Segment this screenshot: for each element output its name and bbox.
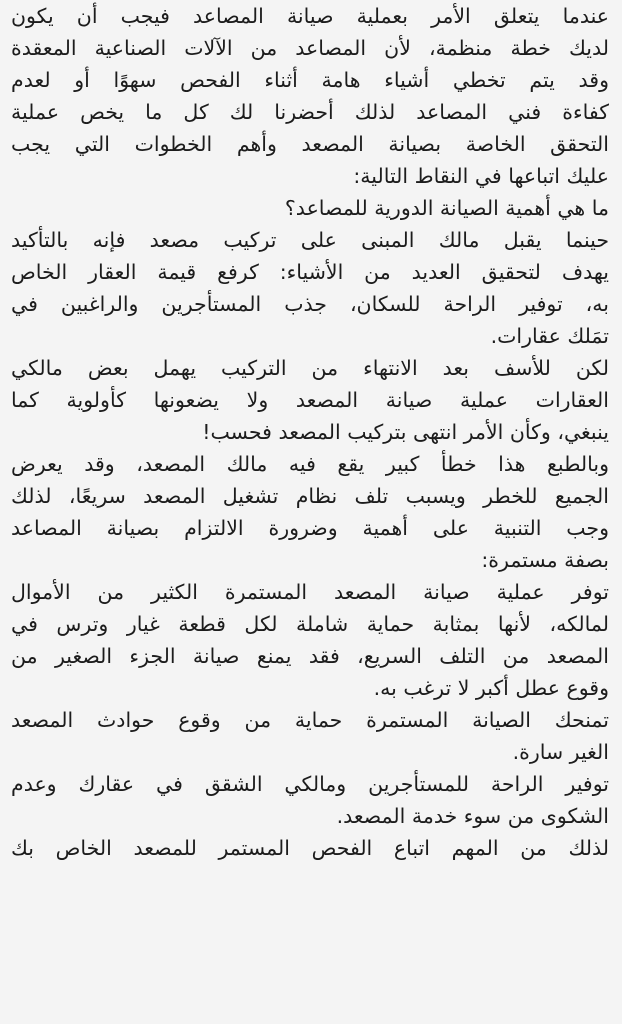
text-line: وبالطبع هذا خطأ كبير يقع فيه مالك المصعد، وقد يعرض xyxy=(11,452,609,476)
text-line: به، توفير الراحة للسكان، جذب المستأجرين والراغبين في xyxy=(11,292,609,316)
text-line: الجميع للخطر ويسبب تلف نظام تشغيل المصعد سريعًا، لذلك xyxy=(11,484,609,508)
text-line: الغير سارة. xyxy=(512,740,609,764)
text-line: وجب التنبية على أهمية وضرورة الالتزام بصيانة المصاعد xyxy=(11,516,609,540)
text-line: توفير الراحة للمستأجرين ومالكي الشقق في عقارك وعدم xyxy=(11,772,609,796)
text-line: كفاءة فني المصاعد لذلك أحضرنا لك كل ما يخص عملية xyxy=(11,100,609,124)
text-line: بصفة مستمرة: xyxy=(481,548,609,572)
text-line: تمنحك الصيانة المستمرة حماية من وقوع حوادث المصعد xyxy=(11,708,609,732)
text-line: حينما يقبل مالك المبنى على تركيب مصعد فإنه بالتأكيد xyxy=(11,228,609,252)
text-line: عليك اتباعها في النقاط التالية: xyxy=(353,164,609,188)
text-line: الشكوى من سوء خدمة المصعد. xyxy=(336,804,609,828)
text-line: وقوع عطل أكبر لا ترغب به. xyxy=(373,676,609,700)
text-line: لمالكه، لأنها بمثابة حماية شاملة لكل قطعة غيار وترس في xyxy=(11,612,609,636)
text-line: توفر عملية صيانة المصعد المستمرة الكثير من الأموال xyxy=(11,580,609,604)
text-line: المصعد من التلف السريع، فقد يمنع صيانة الجزء الصغير من xyxy=(11,644,609,668)
text-line: لذلك من المهم اتباع الفحص المستمر للمصعد الخاص بك xyxy=(11,836,609,860)
text-line: العقارات عملية صيانة المصعد ولا يضعونها كأولوية كما xyxy=(11,388,609,412)
text-line: عندما يتعلق الأمر بعملية صيانة المصاعد فيجب أن يكون xyxy=(11,4,609,28)
text-line: يهدف لتحقيق العديد من الأشياء: كرفع قيمة العقار الخاص xyxy=(11,260,609,284)
text-line: وقد يتم تخطي أشياء هامة أثناء الفحص سهوًا أو لعدم xyxy=(11,68,609,92)
section-heading: ما هي أهمية الصيانة الدورية للمصاعد؟ xyxy=(284,196,609,220)
text-line: ينبغي، وكأن الأمر انتهى بتركيب المصعد فحسب! xyxy=(202,420,609,444)
text-line: تمَلك عقارات. xyxy=(490,324,609,348)
text-line: لديك خطة منظمة، لأن المصاعد من الآلات الصناعية المعقدة xyxy=(11,36,609,60)
text-line: التحقق الخاصة بصيانة المصعد وأهم الخطوات التي يجب xyxy=(11,132,609,156)
text-line: لكن للأسف بعد الانتهاء من التركيب يهمل بعض مالكي xyxy=(11,356,609,380)
